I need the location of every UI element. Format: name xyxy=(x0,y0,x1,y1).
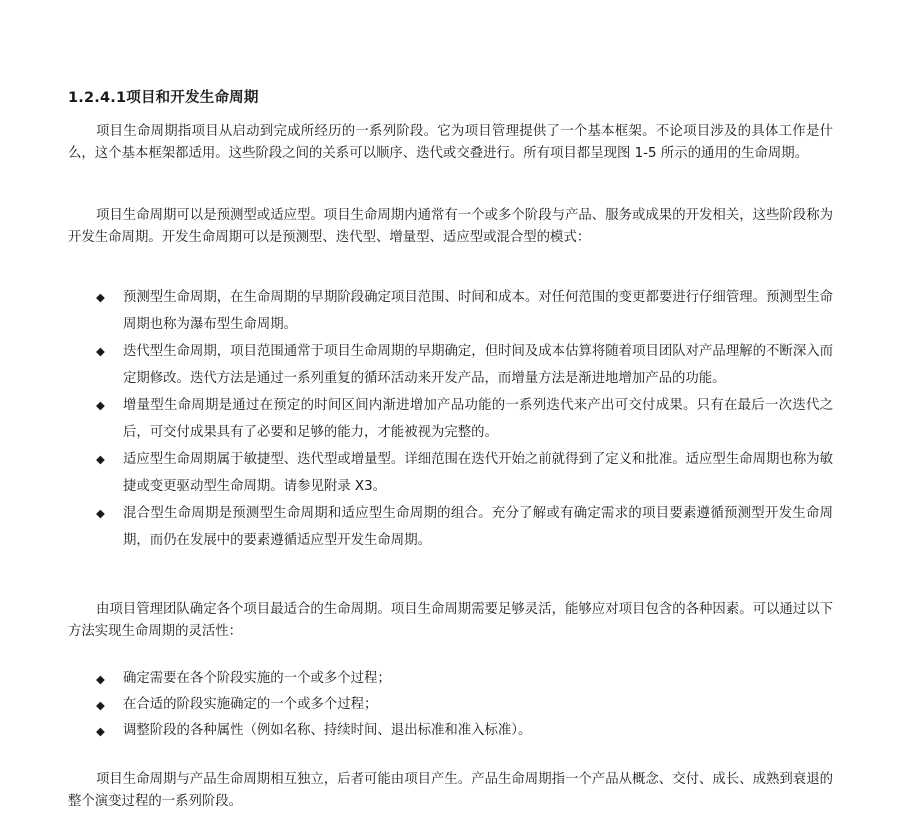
list-item xyxy=(96,718,833,744)
list-item xyxy=(96,666,833,692)
diamond-bullet-icon: ◆ xyxy=(96,344,105,358)
list-item-text: 预测型生命周期，在生命周期的早期阶段确定项目范围、时间和成本。对任何范围的变更都要进行仔细管理。预测型生命周期也称为瀑布型生命周期。 xyxy=(123,290,833,332)
list-item-text: 在合适的阶段实施确定的一个或多个过程； xyxy=(123,697,378,712)
list-item xyxy=(96,500,833,554)
diamond-bullet-icon: ◆ xyxy=(96,290,105,304)
list-item xyxy=(96,284,833,338)
diamond-bullet-icon: ◆ xyxy=(96,724,105,738)
list-item-text: 调整阶段的各种属性（例如名称、持续时间、退出标准和准入标准）。 xyxy=(123,723,532,738)
list-item-text: 迭代型生命周期，项目范围通常于项目生命周期的早期确定，但时间及成本估算将随着项目团队对产品理解的不断深入而定期修改。迭代方法是通过一系列重复的循环活动来开发产品，而增量方法是渐进地增加产品的功能。 xyxy=(123,344,833,386)
list-item-text: 确定需要在各个阶段实施的一个或多个过程； xyxy=(123,671,391,686)
list-item-text: 增量型生命周期是通过在预定的时间区间内渐进增加产品功能的一系列迭代来产出可交付成果。只有在最后一次迭代之后，可交付成果具有了必要和足够的能力，才能被视为完整的。 xyxy=(123,398,833,440)
list-item-text: 混合型生命周期是预测型生命周期和适应型生命周期的组合。充分了解或有确定需求的项目要素遵循预测型开发生命周期，而仍在发展中的要素遵循适应型开发生命周期。 xyxy=(123,506,833,548)
diamond-bullet-icon: ◆ xyxy=(96,398,105,412)
diamond-bullet-icon: ◆ xyxy=(96,452,105,466)
list-item xyxy=(96,446,833,500)
paragraph-flexibility-intro: 由项目管理团队确定各个项目最适合的生命周期。项目生命周期需要足够灵活，能够应对项目包含的各种因素。可以通过以下方法实现生命周期的灵活性： xyxy=(68,602,833,639)
list-item-text: 适应型生命周期属于敏捷型、迭代型或增量型。详细范围在迭代开始之前就得到了定义和批准。适应型生命周期也称为敏捷或变更驱动型生命周期。请参见附录 X3。 xyxy=(123,452,833,494)
lifecycle-types-list xyxy=(96,284,833,554)
list-item xyxy=(96,338,833,392)
flexibility-methods-list xyxy=(96,666,833,744)
list-item xyxy=(96,392,833,446)
list-item xyxy=(96,692,833,718)
section-heading: 1.2.4.1项目和开发生命周期 xyxy=(68,90,259,106)
diamond-bullet-icon: ◆ xyxy=(96,698,105,712)
diamond-bullet-icon: ◆ xyxy=(96,506,105,520)
paragraph-product-lifecycle: 项目生命周期与产品生命周期相互独立，后者可能由项目产生。产品生命周期指一个产品从概念、交付、成长、成熟到衰退的整个演变过程的一系列阶段。 xyxy=(68,772,833,809)
paragraph-lifecycle-types-intro: 项目生命周期可以是预测型或适应型。项目生命周期内通常有一个或多个阶段与产品、服务或成果的开发相关，这些阶段称为开发生命周期。开发生命周期可以是预测型、迭代型、增量型、适应型或混合型的模式： xyxy=(68,208,833,245)
diamond-bullet-icon: ◆ xyxy=(96,672,105,686)
paragraph-lifecycle-definition: 项目生命周期指项目从启动到完成所经历的一系列阶段。它为项目管理提供了一个基本框架。不论项目涉及的具体工作是什么，这个基本框架都适用。这些阶段之间的关系可以顺序、迭代或交叠进行。所有项目都呈现图 1-5 所示的通用的生命周期。 xyxy=(68,124,833,161)
